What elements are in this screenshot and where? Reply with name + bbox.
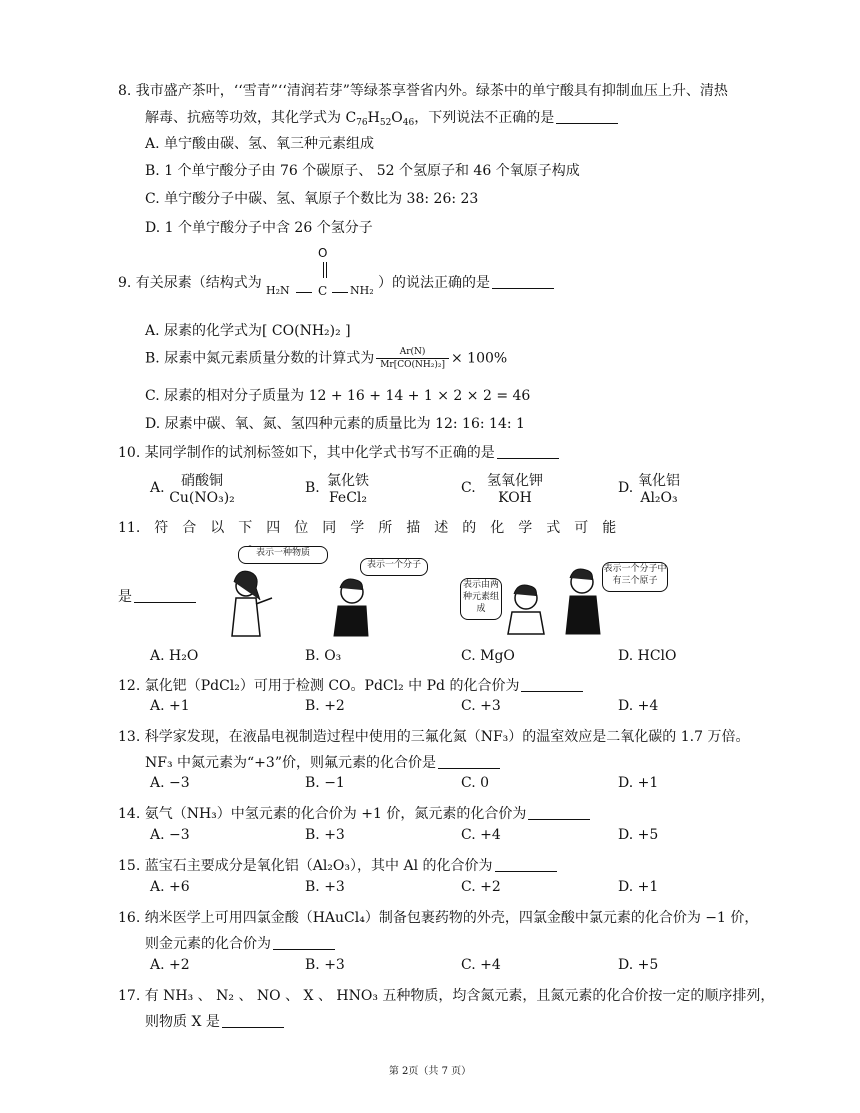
q9-stem: 9. 有关尿素（结构式为 [118,275,262,291]
q12-stem: 12. 氯化钯（PdCl₂）可用于检测 CO。PdCl₂ 中 Pd 的化合价为 [118,675,583,695]
q16-line1: 16. 纳米医学上可用四氯金酸（HAuCl₄）制备包裹药物的外壳，四氯金酸中氯元素的化合价为 −1 价， [118,910,759,926]
q9-option-d[interactable]: D. 尿素中碳、氧、氮、氢四种元素的质量比为 12: 16: 14: 1 [145,416,525,432]
option-letter: B. [305,480,320,496]
q11-option-c[interactable]: C. MgO [461,648,515,664]
answer-blank[interactable] [497,444,559,459]
answer-blank[interactable] [438,754,500,769]
student-2-figure [334,579,368,636]
label-name: 氢氧化钾 [487,473,543,489]
q15-option-c[interactable]: C. +2 [461,879,501,895]
q8-line2: 解毒、抗癌等功效，其化学式为 $C_{76}H_{52}O_{46}$，下列说法不正确的是 [145,107,618,127]
q12-option-a[interactable]: A. +1 [150,698,190,714]
struct-bond-double-2 [326,262,328,278]
struct-c: C [318,284,328,298]
q14-option-d[interactable]: D. +5 [618,827,659,843]
q8-option-a[interactable]: A. 单宁酸由碳、氢、氧三种元素组成 [145,136,375,152]
q13-option-c[interactable]: C. 0 [461,775,490,791]
q14-option-c[interactable]: C. +4 [461,827,501,843]
struct-nh2: NH₂ [350,284,374,297]
bubble-3: 表示由两种元素组成 [460,578,502,620]
q16-option-c[interactable]: C. +4 [461,957,501,973]
option-letter: A. [150,480,165,496]
option-letter: C. [461,480,476,496]
q15-option-a[interactable]: A. +6 [150,879,190,895]
fraction: $\frac{Ar(N)}{\text{Mr[CO(NH₂)₂]}}$ [376,346,449,371]
q11-option-d[interactable]: D. HClO [618,648,677,664]
q8-line1: 8. 我市盛产茶叶，‘‘雪青”‘‘清润若芽”等绿茶享誉省内外。绿茶中的单宁酸具有抑制血压上升、清热 [118,83,728,99]
answer-blank[interactable] [222,1013,284,1028]
struct-bond-right [332,292,348,293]
q11-option-a[interactable]: A. H₂O [150,648,199,664]
answer-blank[interactable] [495,857,557,872]
q13-option-d[interactable]: D. +1 [618,775,659,791]
option-letter: D. [618,480,634,496]
answer-blank[interactable] [492,274,554,289]
bubble-4: 表示一个分子中有三个原子 [602,562,668,592]
label-name: 硝酸铜 [181,473,223,489]
urea-structure [266,246,376,304]
q13-line1: 13. 科学家发现，在液晶电视制造过程中使用的三氟化氮（NF₃）的温室效应是二氧化碳的 1.7 万倍。 [118,729,750,745]
label-formula: Cu(NO₃)₂ [169,490,235,506]
q12-option-c[interactable]: C. +3 [461,698,501,714]
label-formula: KOH [498,490,532,506]
label-name: 氧化铝 [638,473,680,489]
q8-option-d[interactable]: D. 1 个单宁酸分子中含 26 个氢分子 [145,220,373,236]
q16-option-a[interactable]: A. +2 [150,957,190,973]
q15-stem: 15. 蓝宝石主要成分是氧化铝（Al₂O₃），其中 Al 的化合价为 [118,855,557,875]
q9-stem-post: ）的说法正确的是 [378,272,554,292]
q8-option-c[interactable]: C. 单宁酸分子中碳、氢、氧原子个数比为 38: 26: 23 [145,191,479,207]
q9-option-a[interactable]: A. 尿素的化学式为[ CO(NH₂)₂ ] [145,323,351,339]
q11-cartoon [220,540,667,640]
struct-h2n: H₂N [266,284,290,297]
answer-blank[interactable] [521,677,583,692]
q13-line2: NF₃ 中氮元素为“+3”价，则氟元素的化合价是 [145,752,500,772]
answer-blank[interactable] [134,588,196,603]
student-4-figure [566,569,600,634]
q13-option-a[interactable]: A. −3 [150,775,190,791]
student-3-figure [508,585,544,634]
label-name: 氯化铁 [327,473,369,489]
q15-option-b[interactable]: B. +3 [305,879,345,895]
q14-stem: 14. 氨气（NH₃）中氢元素的化合价为 +1 价，氮元素的化合价为 [118,803,590,823]
struct-o: O [318,246,328,260]
q16-line2: 则金元素的化合价为 [145,933,335,953]
q11-option-b[interactable]: B. O₃ [305,648,342,664]
q9-option-b[interactable]: B. 尿素中氮元素质量分数的计算式为 $\frac{Ar(N)}{\text{Mr[CO(NH₂)₂]}}$ × 100% [145,347,508,370]
label-formula: FeCl₂ [328,490,368,506]
q15-option-d[interactable]: D. +1 [618,879,659,895]
q16-option-d[interactable]: D. +5 [618,957,659,973]
q11-stem2: 是 [118,586,196,606]
q12-option-b[interactable]: B. +2 [305,698,345,714]
q10-stem: 10. 某同学制作的试剂标签如下，其中化学式书写不正确的是 [118,442,559,462]
q14-option-b[interactable]: B. +3 [305,827,345,843]
answer-blank[interactable] [273,935,335,950]
page-footer: 第 2页（共 7 页） [388,1066,472,1077]
label-formula: Al₂O₃ [640,490,678,506]
bubble-1: 表示一种物质 [238,546,328,564]
q11-stem: 11. 符 合 以 下 四 位 同 学 所 描 述 的 化 学 式 可 能 [118,520,617,536]
struct-bond-double [323,262,325,278]
q14-option-a[interactable]: A. −3 [150,827,190,843]
answer-blank[interactable] [556,109,618,124]
q16-option-b[interactable]: B. +3 [305,957,345,973]
q9-option-c[interactable]: C. 尿素的相对分子质量为 12 + 16 + 14 + 1 × 2 × 2 = 46 [145,388,531,404]
q13-option-b[interactable]: B. −1 [305,775,345,791]
q17-line1: 17. 有 NH₃ 、 N₂ 、 NO 、 X 、 HNO₃ 五种物质，均含氮元素，且氮元素的化合价按一定的顺序排列， [118,988,775,1004]
struct-bond-left [296,292,312,293]
q12-option-d[interactable]: D. +4 [618,698,659,714]
q8-option-b[interactable]: B. 1 个单宁酸分子由 76 个碳原子、 52 个氢原子和 46 个氧原子构成 [145,163,580,179]
bubble-2: 表示一个分子 [360,558,428,576]
answer-blank[interactable] [528,805,590,820]
q17-line2: 则物质 X 是 [145,1011,284,1031]
